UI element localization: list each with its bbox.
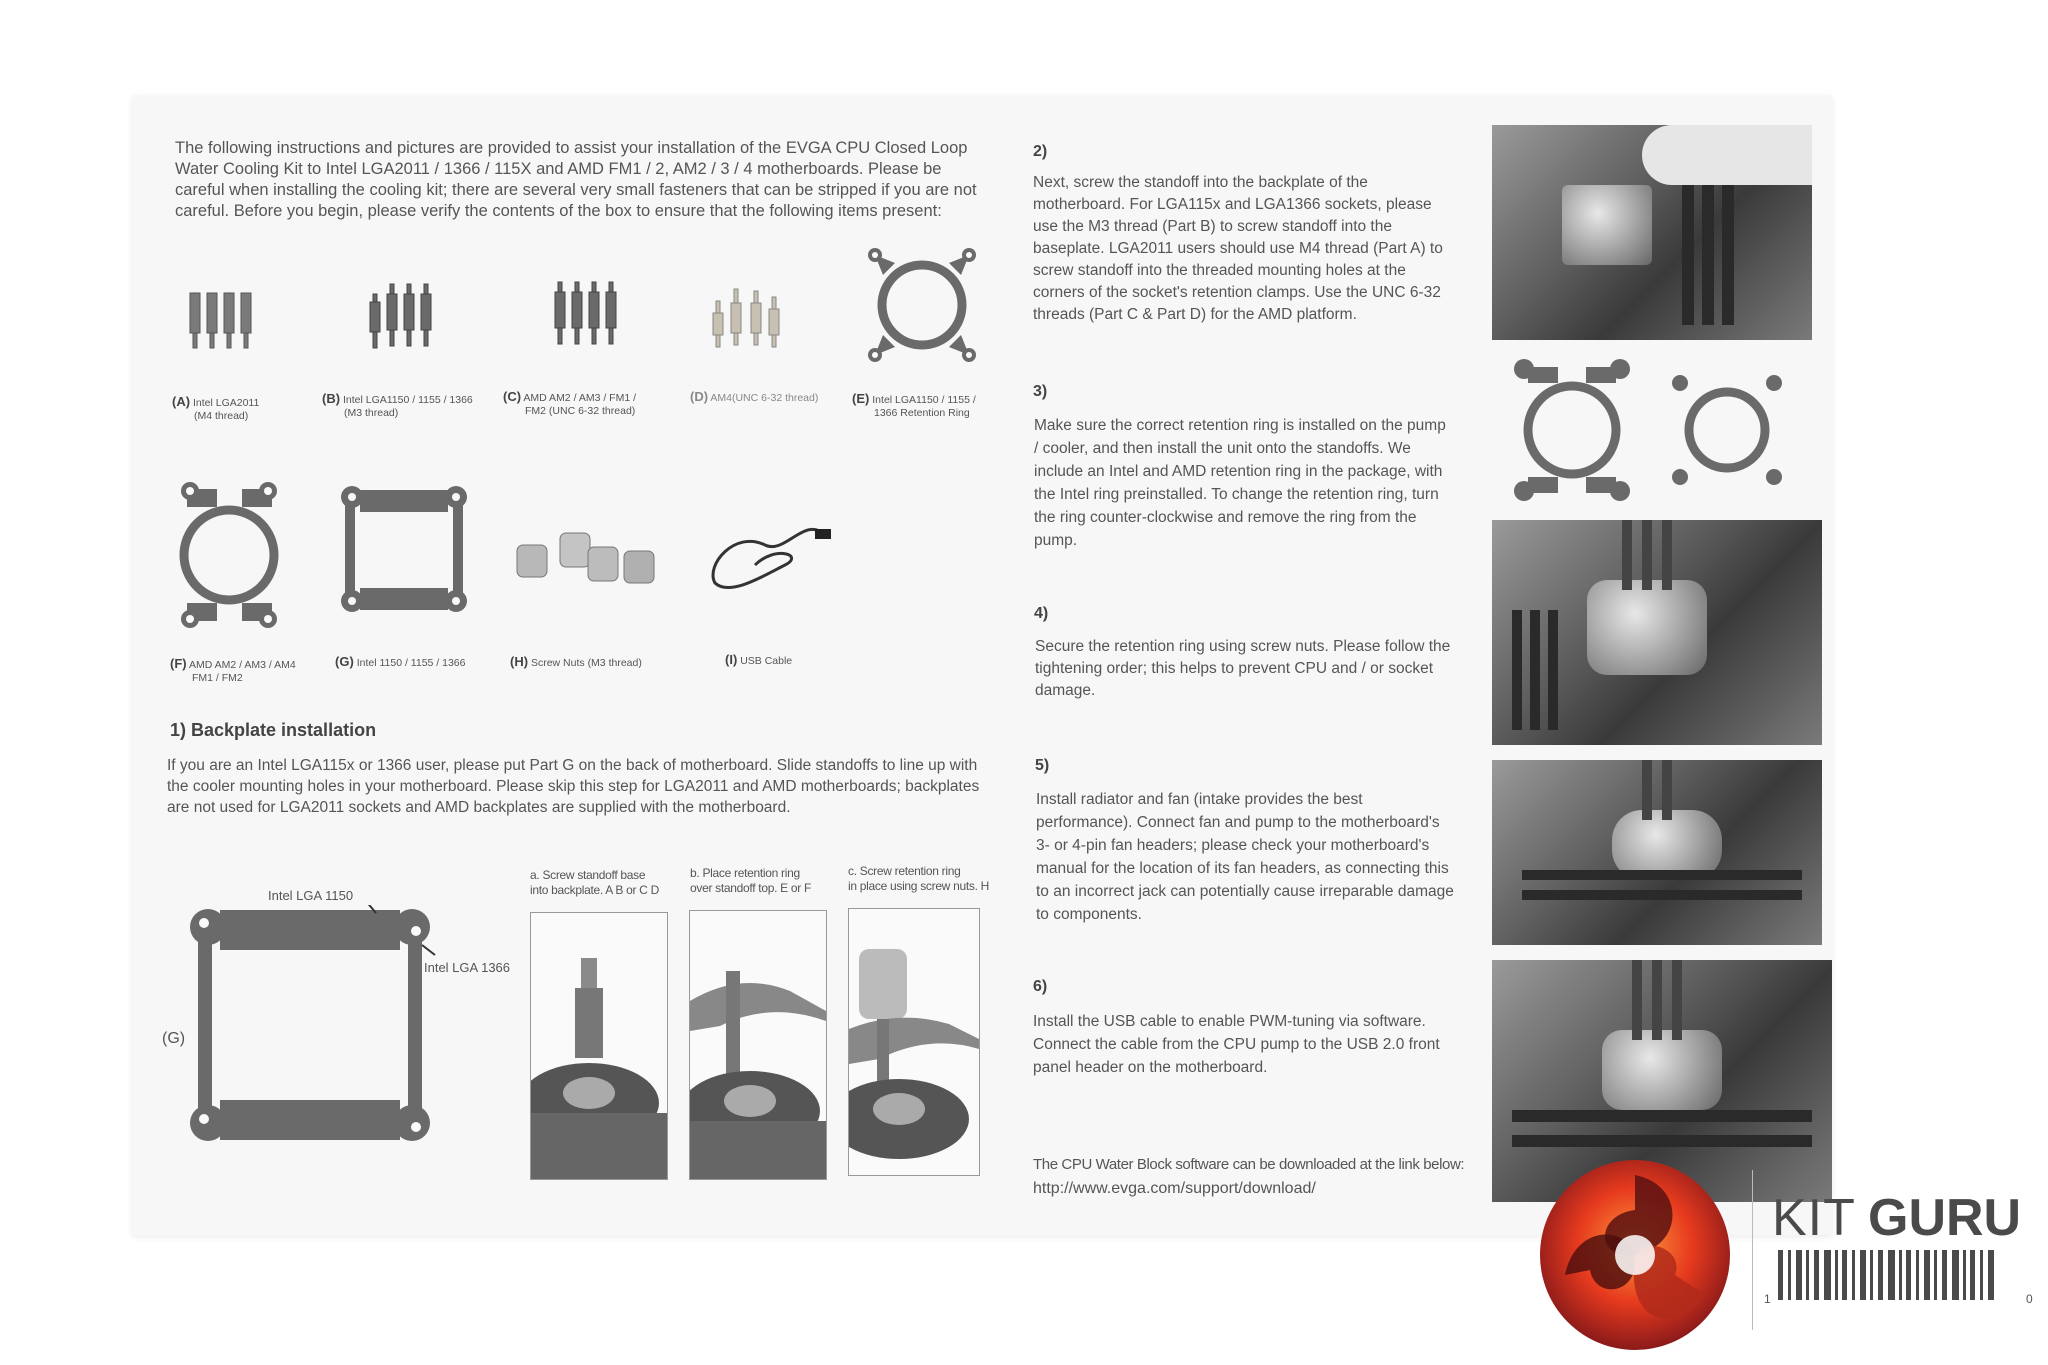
step-c-illustration [848,908,980,1176]
part-a-label: (A) Intel LGA2011 (M4 thread) [172,394,260,422]
download-note: The CPU Water Block software can be downloaded at the link below: [1033,1156,1465,1173]
download-url[interactable]: http://www.evga.com/support/download/ [1033,1180,1316,1197]
part-i-label: (I) USB Cable [725,652,793,667]
step-2-number: 2) [1033,143,1048,160]
label-lga-1366: Intel LGA 1366 [424,960,511,975]
step-5-number: 5) [1035,757,1050,774]
logo-kit-text: KIT [1772,1189,1856,1247]
logo-barcode [1778,1250,2018,1305]
step-2-text: Next, screw the standoff into the backplate of the motherboard. For LGA115x and LGA1366 sockets, please use the M3 thread (Part B) to screw standoff into the baseplate. LGA2011 users should use M4 thread (Part A) to screw standoff into the threaded mounting holes at the corners of the socket's retention clamps. Use the UNC 6-32 threads (Part C & Part D) for the AMD platform. [1033,174,1443,323]
step-c-caption: c. Screw retention ring in place using screw nuts. H [848,864,990,893]
step-4-text: Secure the retention ring using screw nuts. Please follow the tightening order; this helps to prevent CPU and / or socket damage. [1035,638,1451,699]
standoffs-b-image [365,280,445,355]
standoffs-d-image [703,283,793,353]
step-a-caption: a. Screw standoff base into backplate. A B or C D [530,868,659,897]
logo-barcode-end: 0 [2026,1292,2033,1306]
part-h-label: (H) Screw Nuts (M3 thread) [510,654,642,669]
step-a-illustration [530,912,668,1180]
standoffs-c-image [550,278,630,353]
step-3-text: Make sure the correct retention ring is installed on the pump / cooler, and then install the unit onto the standoffs. We include an Intel and AMD retention ring in the package, with the Intel ring preinstalled. To change the retention ring, turn the ring counter-clockwise and remove the ring from the pump. [1034,417,1446,549]
logo-guru-text: GURU [1868,1189,2022,1247]
label-g: (G) [162,1030,186,1047]
step-4-number: 4) [1034,605,1049,622]
step-4-photo [1492,520,1822,745]
backplate-diagram-image [190,905,440,1155]
step-b-illustration [689,910,827,1180]
logo-barcode-start: 1 [1764,1292,1771,1306]
step-b-caption: b. Place retention ring over standoff top. E or F [690,866,812,895]
part-b-label: (B) Intel LGA1150 / 1155 / 1366 (M3 thread) [322,391,473,419]
step-2-photo [1492,125,1812,340]
step-3-intel-ring-image [1510,355,1635,505]
backplate-text: If you are an Intel LGA115x or 1366 user, please put Part G on the back of motherboard. Slide standoffs to line up with the cooler mounting holes in your motherboard. Please skip this step for LGA2011 and AMD motherboards; backplates are not used for LGA2011 sockets and AMD backplates are supplied with the motherboard. [167,757,980,816]
step-6-number: 6) [1033,978,1048,995]
logo-divider [1752,1170,1753,1330]
part-e-label: (E) Intel LGA1150 / 1155 / 1366 Retention Ring [852,391,976,419]
step-3-number: 3) [1033,383,1048,400]
screw-nuts-h-image [512,525,662,595]
step-6-text: Install the USB cable to enable PWM-tuning via software. Connect the cable from the CPU pump to the USB 2.0 front panel header on the motherboard. [1033,1013,1440,1076]
part-d-label: (D) AM4(UNC 6-32 thread) [690,389,819,404]
backplate-g-image [340,485,470,615]
intro-paragraph: The following instructions and pictures are provided to assist your installation of the EVGA CPU Closed Loop Water Cooling Kit to Intel LGA2011 / 1366 / 115X and AMD FM1 / 2, AM2 / 3 / 4 motherboards. Please be careful when installing the cooling kit; there are several very small fasteners that can be stripped if you are not careful. Before you begin, please verify the contents of the box to ensure that the following items present: [175,139,977,220]
amd-retention-ring-f-image [172,475,287,635]
label-lga-1150: Intel LGA 1150 [268,888,354,903]
part-g-label: (G) Intel 1150 / 1155 / 1366 [335,654,466,669]
standoffs-a-image [185,285,265,355]
part-c-label: (C) AMD AM2 / AM3 / FM1 / FM2 (UNC 6-32 thread) [503,389,636,417]
step-5-photo [1492,760,1822,945]
backplate-heading: 1) Backplate installation [170,720,377,740]
kitguru-logo-mark [1535,1155,1735,1355]
step-3-amd-ring-image [1670,373,1785,488]
part-f-label: (F) AMD AM2 / AM3 / AM4 FM1 / FM2 [170,656,296,684]
step-5-text: Install radiator and fan (intake provides the best performance). Connect fan and pump to the motherboard's 3- or 4-pin fan headers; please check your motherboard's manual for the location of its fan headers, as connecting this to an incorrect jack can potentially cause irreparable damage to components. [1036,791,1454,923]
usb-cable-i-image [695,505,840,595]
intel-retention-ring-e-image [865,245,980,365]
